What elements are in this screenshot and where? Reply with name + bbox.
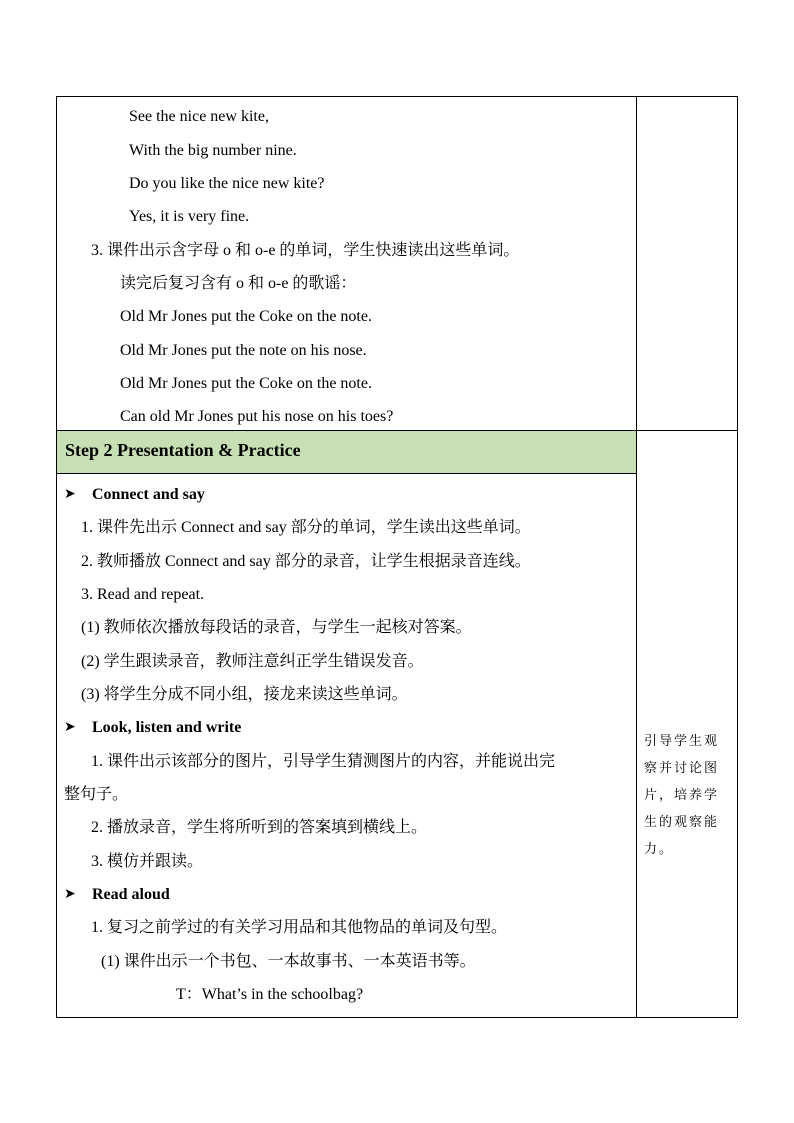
arrow-bullet-icon: ➤ xyxy=(64,487,76,502)
connect-line-1: 1. 课件先出示 Connect and say 部分的单词，学生读出这些单词。 xyxy=(81,519,531,536)
note-line: 片，培养学 xyxy=(644,788,720,803)
section-heading-read: Read aloud xyxy=(92,886,170,903)
chant-line-3: Do you like the nice new kite? xyxy=(129,175,325,192)
rhyme-line-2: Old Mr Jones put the note on his nose. xyxy=(120,342,367,359)
connect-line-6: (3) 将学生分成不同小组，接龙来读这些单词。 xyxy=(81,686,408,703)
section-heading-connect: Connect and say xyxy=(92,486,205,503)
chant-line-4: Yes, it is very fine. xyxy=(129,208,250,225)
note-line: 力。 xyxy=(644,842,675,857)
read-line-2: (1) 课件出示一个书包、一本故事书、一本英语书等。 xyxy=(101,953,476,970)
connect-line-5: (2) 学生跟读录音，教师注意纠正学生错误发音。 xyxy=(81,653,424,670)
design-intent-note xyxy=(644,728,734,863)
column-divider xyxy=(636,96,637,1018)
read-line-3: T：What’s in the schoolbag? xyxy=(176,986,364,1003)
step-title: Step 2 Presentation & Practice xyxy=(65,440,301,460)
note-line: 察并讨论图 xyxy=(644,761,720,776)
rhyme-line-3: Old Mr Jones put the Coke on the note. xyxy=(120,375,372,392)
step-item-3: 3. 课件出示含字母 o 和 o-e 的单词，学生快速读出这些单词。 xyxy=(91,242,520,259)
look-line-3: 2. 播放录音，学生将所听到的答案填到横线上。 xyxy=(91,819,428,836)
chant-line-1: See the nice new kite, xyxy=(129,108,269,125)
read-line-1: 1. 复习之前学过的有关学习用品和其他物品的单词及句型。 xyxy=(91,919,508,936)
step-header xyxy=(57,431,636,474)
arrow-bullet-icon: ➤ xyxy=(64,720,76,735)
note-line: 引导学生观 xyxy=(644,734,720,749)
look-line-1: 1. 课件出示该部分的图片，引导学生猜测图片的内容，并能说出完 xyxy=(91,753,556,770)
arrow-bullet-icon: ➤ xyxy=(64,887,76,902)
section-heading-look: Look, listen and write xyxy=(92,719,242,736)
note-line: 生的观察能 xyxy=(644,815,720,830)
look-line-4: 3. 模仿并跟读。 xyxy=(91,853,204,870)
chant-line-2: With the big number nine. xyxy=(129,142,297,159)
rhyme-line-1: Old Mr Jones put the Coke on the note. xyxy=(120,308,372,325)
look-line-2: 整句子。 xyxy=(64,786,129,803)
rhyme-line-4: Can old Mr Jones put his nose on his toes? xyxy=(120,408,394,425)
connect-line-3: 3. Read and repeat. xyxy=(81,586,205,603)
connect-line-2: 2. 教师播放 Connect and say 部分的录音，让学生根据录音连线。 xyxy=(81,553,531,570)
connect-line-4: (1) 教师依次播放每段话的录音，与学生一起核对答案。 xyxy=(81,619,472,636)
review-intro: 读完后复习含有 o 和 o-e 的歌谣： xyxy=(120,275,357,292)
